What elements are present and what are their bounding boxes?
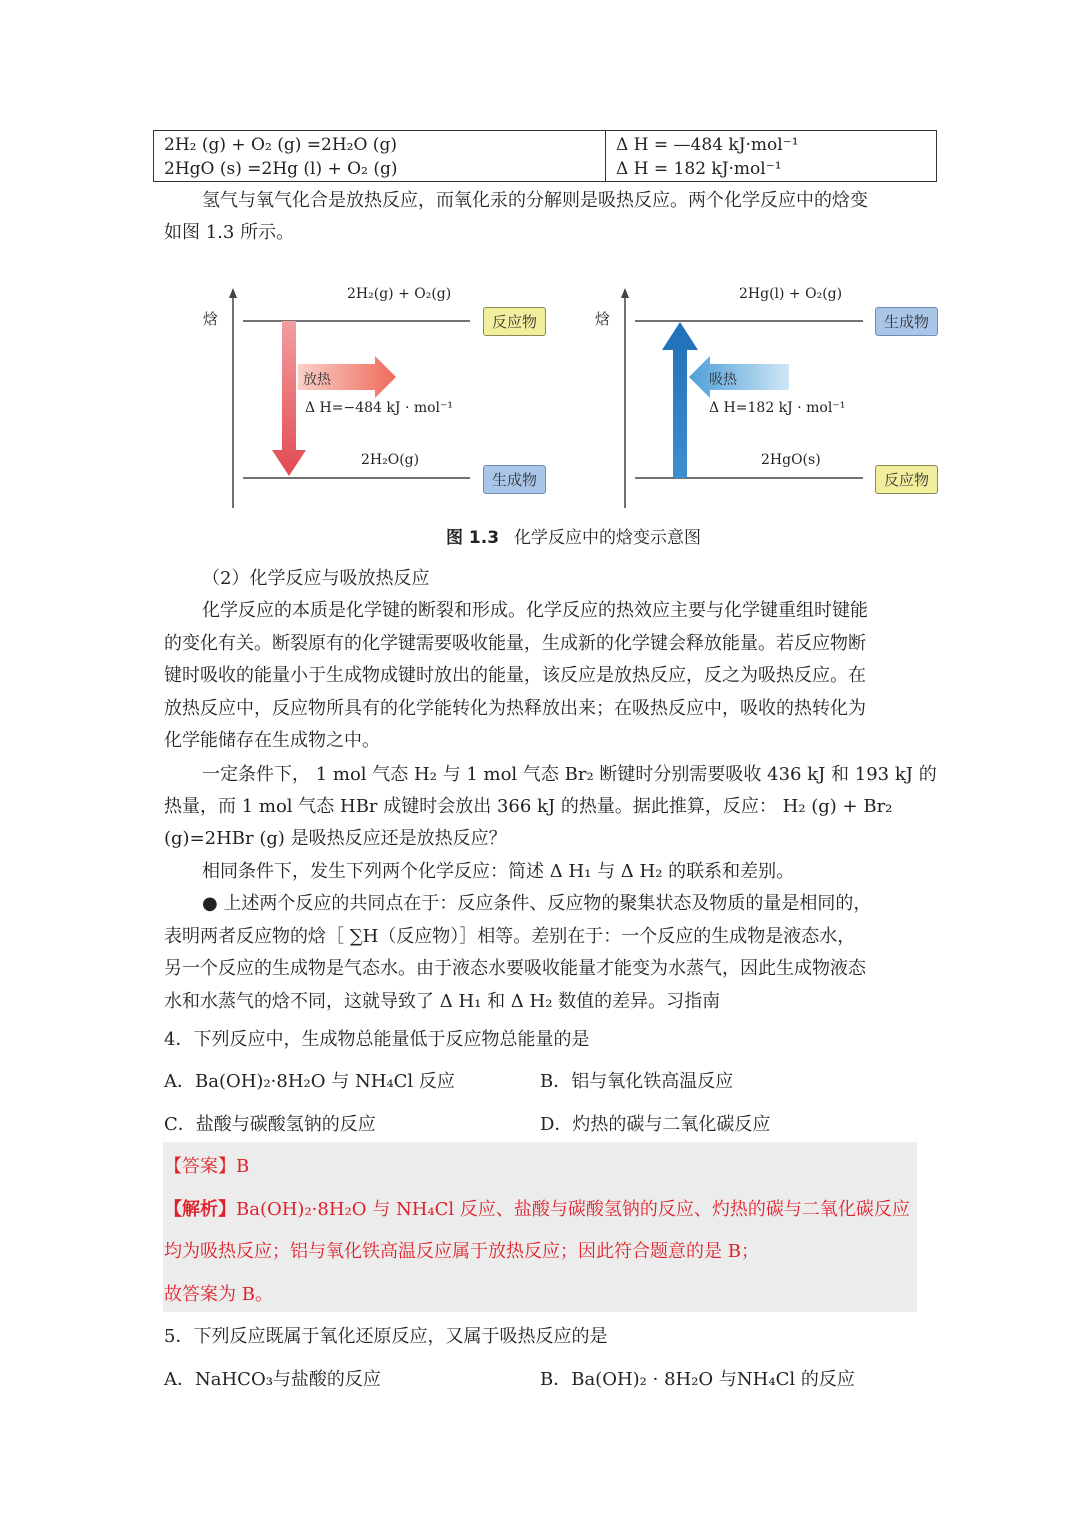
para3: 相同条件下，发生下列两个化学反应：简述 Δ H₁ 与 Δ H₂ 的联系和差别。 [202, 861, 795, 882]
enthalpy-1: Δ H = —484 kJ·mol⁻¹ [616, 135, 799, 155]
q4-option-d: D．灼热的碳与二氧化碳反应 [540, 1114, 771, 1135]
left-arrow-label: 放热 [303, 372, 331, 388]
intro-line-1: 氢气与氧气化合是放热反应，而氧化汞的分解则是吸热反应。两个化学反应中的焓变 [202, 190, 868, 211]
para2-line-3: (g)=2HBr (g) 是吸热反应还是放热反应？ [164, 828, 507, 849]
left-top-formula: 2H₂(g) + O₂(g) [347, 286, 452, 302]
analysis-text-1: Ba(OH)₂·8H₂O 与 NH₄Cl 反应、盐酸与碳酸氢钠的反应、灼热的碳与二氧化碳反应 [236, 1199, 910, 1220]
right-top-chip: 生成物 [875, 307, 938, 336]
q4-answer: 【答案】B [164, 1156, 250, 1177]
right-enthalpy-change: Δ H=182 kJ · mol⁻¹ [709, 400, 846, 416]
equation-2: 2HgO (s) =2Hg (l) + O₂ (g) [164, 159, 398, 179]
q4-option-b: B．铝与氧化铁高温反应 [540, 1071, 734, 1092]
para2-line-1: 一定条件下， 1 mol 气态 H₂ 与 1 mol 气态 Br₂ 断键时分别需要吸收 436 kJ 和 193 kJ 的 [202, 764, 937, 785]
para2-line-2: 热量，而 1 mol 气态 HBr 成键时会放出 366 kJ 的热量。据此推算，反应： H₂ (g) + Br₂ [164, 796, 893, 817]
para4-line-1: ● 上述两个反应的共同点在于：反应条件、反应物的聚集状态及物质的量是相同的， [202, 893, 872, 914]
q4-option-c: C．盐酸与碳酸氢钠的反应 [164, 1114, 376, 1135]
figure-caption-number: 图 1.3 [446, 528, 500, 548]
left-top-chip: 反应物 [483, 307, 546, 336]
q4-stem: 4．下列反应中，生成物总能量低于反应物总能量的是 [164, 1029, 590, 1050]
left-axis-label: 焓 [203, 310, 219, 328]
right-arrow-label: 吸热 [709, 372, 737, 388]
q4-option-a: A．Ba(OH)₂·8H₂O 与 NH₄Cl 反应 [164, 1071, 455, 1092]
right-axis-arrowhead [621, 288, 629, 298]
q4-analysis-line-1 [164, 1195, 910, 1221]
figure-graphics [195, 280, 955, 515]
endothermic-up-arrow [662, 322, 698, 478]
q4-analysis-line-3: 故答案为 B。 [164, 1284, 273, 1305]
para4-line-2: 表明两者反应物的焓［ ∑H（反应物）］相等。差别在于：一个反应的生成物是液态水， [164, 926, 856, 947]
left-axis-arrowhead [229, 288, 237, 298]
right-top-formula: 2Hg(l) + O₂(g) [739, 286, 843, 302]
left-bottom-chip: 生成物 [483, 465, 546, 494]
para1-line-1: 化学反应的本质是化学键的断裂和形成。化学反应的热效应主要与化学键重组时键能 [202, 600, 868, 621]
left-bottom-formula: 2H₂O(g) [361, 452, 420, 468]
analysis-tag: 【解析】 [164, 1199, 236, 1220]
left-enthalpy-change: Δ H=−484 kJ · mol⁻¹ [305, 400, 454, 416]
q5-stem: 5．下列反应既属于氧化还原反应，又属于吸热反应的是 [164, 1326, 608, 1347]
q5-option-b: B．Ba(OH)₂ · 8H₂O 与NH₄Cl 的反应 [540, 1369, 855, 1390]
answer-box [163, 1142, 917, 1312]
section-heading: （2）化学反应与吸放热反应 [202, 568, 430, 589]
para1-line-3: 键时吸收的能量小于生成物成键时放出的能量，该反应是放热反应，反之为吸热反应。在 [164, 665, 866, 686]
q4-analysis-line-2: 均为吸热反应；铝与氧化铁高温反应属于放热反应；因此符合题意的是 B； [164, 1241, 759, 1262]
figure-caption-text: 化学反应中的焓变示意图 [514, 528, 701, 548]
enthalpy-column [606, 131, 936, 181]
right-bottom-formula: 2HgO(s) [761, 452, 821, 468]
exothermic-down-arrow [272, 321, 306, 476]
para4-line-4: 水和水蒸气的焓不同，这就导致了 Δ H₁ 和 Δ H₂ 数值的差异。习指南 [164, 991, 721, 1012]
equation-table [153, 130, 937, 182]
para4-line-3: 另一个反应的生成物是气态水。由于液态水要吸收能量才能变为水蒸气，因此生成物液态 [164, 958, 866, 979]
q5-option-a: A．NaHCO₃与盐酸的反应 [164, 1369, 381, 1390]
right-bottom-chip: 反应物 [875, 465, 938, 494]
intro-line-2: 如图 1.3 所示。 [164, 222, 295, 243]
absorb-heat-arrow [689, 356, 789, 398]
enthalpy-figure [195, 280, 955, 515]
para1-line-2: 的变化有关。断裂原有的化学键需要吸收能量，生成新的化学键会释放能量。若反应物断 [164, 633, 866, 654]
equation-1: 2H₂ (g) + O₂ (g) =2H₂O (g) [164, 135, 397, 155]
para1-line-4: 放热反应中，反应物所具有的化学能转化为热释放出来；在吸热反应中，吸收的热转化为 [164, 698, 866, 719]
para1-line-5: 化学能储存在生成物之中。 [164, 730, 380, 751]
enthalpy-2: Δ H = 182 kJ·mol⁻¹ [616, 159, 782, 179]
right-axis-label: 焓 [595, 310, 611, 328]
equation-column [154, 131, 606, 181]
